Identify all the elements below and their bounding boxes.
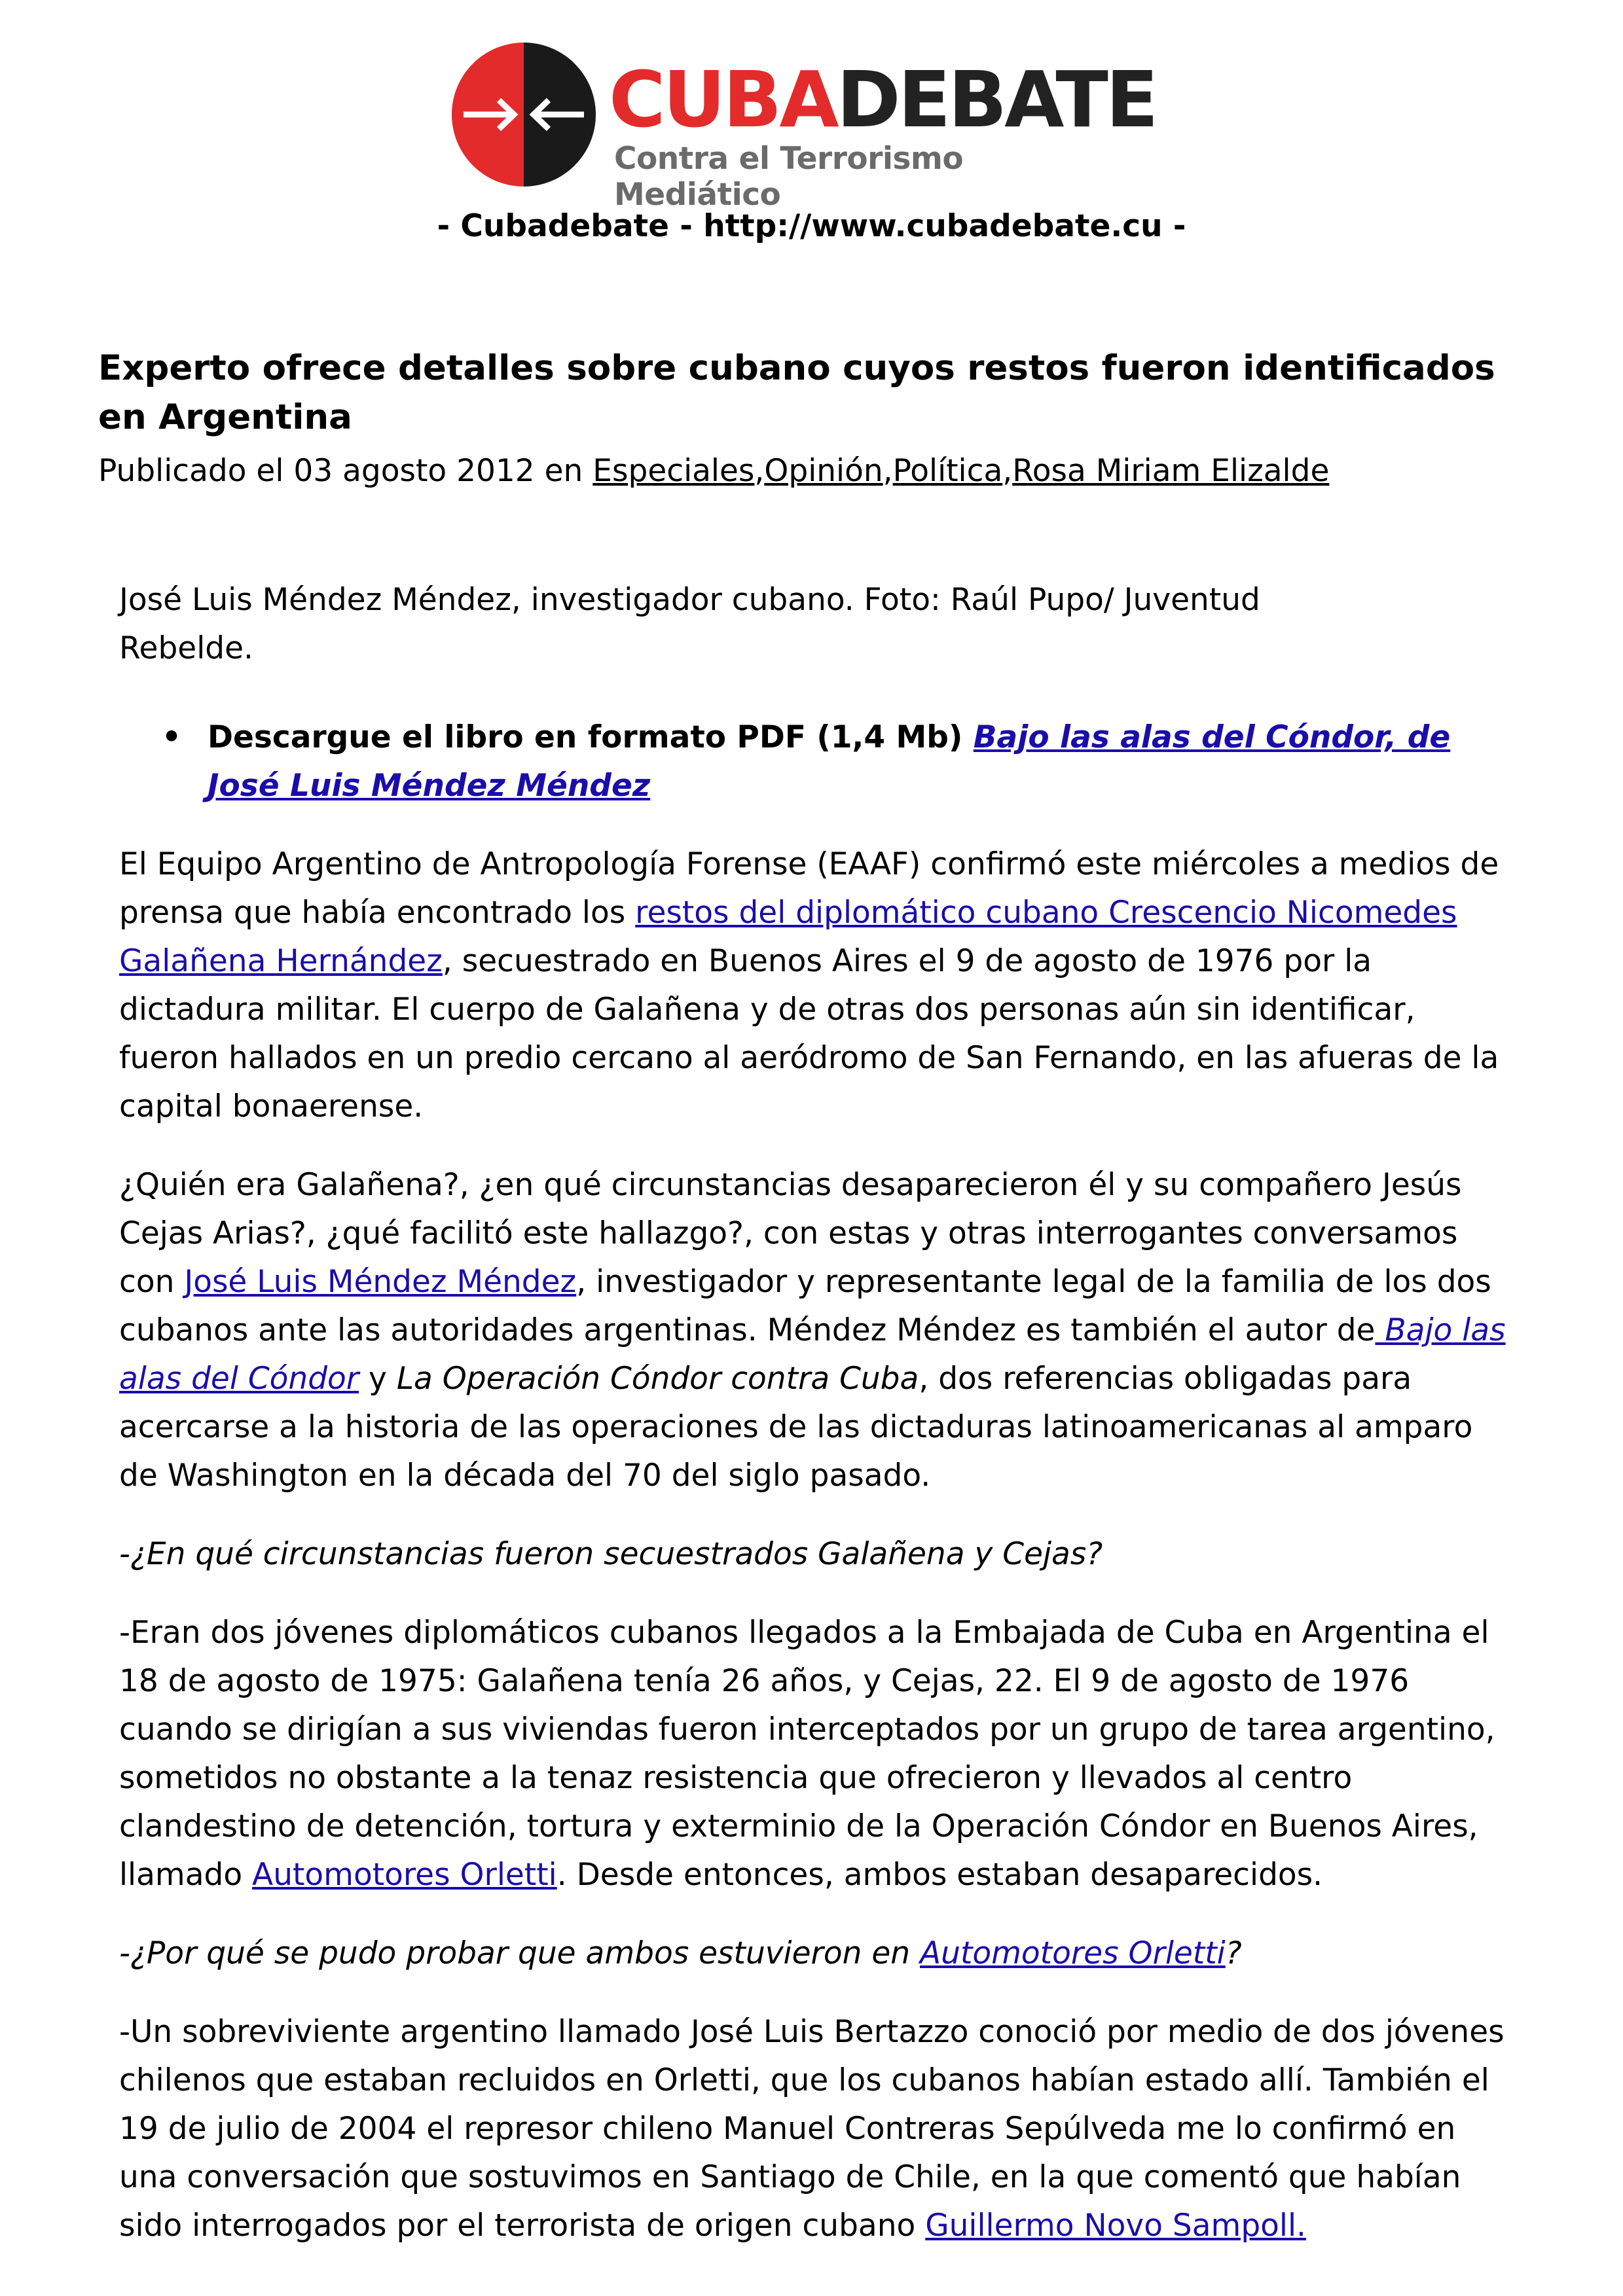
remains-article-link[interactable]: restos del diplomático cubano Crescencio Nicomedes Galañena Hernández [119, 895, 1457, 979]
logo-tagline: Contra el Terrorismo Mediático [614, 141, 964, 213]
book-download-link[interactable]: Bajo las alas del Cóndor, de José Luis Méndez Méndez [208, 719, 1451, 804]
logo-emblem [452, 43, 596, 187]
photo-caption: José Luis Méndez Méndez, investigador cubano. Foto: Raúl Pupo/ Juventud Rebelde. [119, 582, 1260, 666]
novo-sampoll-link[interactable]: Guillermo Novo Sampoll. [925, 2208, 1306, 2244]
category-link-politica[interactable]: Política [892, 453, 1003, 489]
bullet-icon: • [162, 719, 182, 755]
download-list [119, 713, 1520, 810]
orletti-link[interactable]: Automotores Orletti [252, 1857, 557, 1893]
question-1: -¿En qué circunstancias fueron secuestrados Galañena y Cejas? [119, 1536, 1103, 1572]
author-profile-link[interactable]: José Luis Méndez Méndez [184, 1264, 577, 1300]
logo-wordmark: CUBADEBATE [609, 54, 1156, 145]
category-link-especiales[interactable]: Especiales [593, 453, 755, 489]
cubadebate-logo[interactable] [452, 43, 1156, 213]
site-url-line: - Cubadebate - http://www.cubadebate.cu - [437, 208, 1186, 244]
article-title: Experto ofrece detalles sobre cubano cuyos restos fueron identificados en Argentina [98, 348, 1495, 437]
paragraph-2: ¿Quién era Galañena?, ¿en qué circunstancias desaparecieron él y su compañero Jesús Cejas Arias?, ¿qué facilitó este hallazgo?, con estas y otras interrogantes conversamos con José Luis Méndez Méndez, investigador y representante legal de la familia de los dos cubanos ante las autoridades argentinas. Méndez Méndez es también el autor de Bajo las alas del Cóndor y La Operación Cóndor contra Cuba, dos referencias obligadas para acercarse a la historia de las operaciones de las dictaduras latinoamericanas al amparo de Washington en la década del 70 del siglo pasado. [119, 1167, 1506, 1494]
paragraph-1: El Equipo Argentino de Antropología Forense (EAAF) confirmó este miércoles a medios de prensa que había encontrado los restos del diplomático cubano Crescencio Nicomedes Galañena Hernández, secuestrado en Buenos Aires el 9 de agosto de 1976 por la dictadura militar. El cuerpo de Galañena y de otras dos personas aún sin identificar, fueron hallados en un predio cercano al aeródromo de San Fernando, en las afueras de la capital bonaerense. [119, 846, 1499, 1124]
download-item: • Descargue el libro en formato PDF (1,4 Mb) Bajo las alas del Cóndor, de José Luis Méndez Méndez [208, 713, 1520, 810]
author-link[interactable]: Rosa Miriam Elizalde [1012, 453, 1330, 489]
answer-1: -Eran dos jóvenes diplomáticos cubanos llegados a la Embajada de Cuba en Argentina el 18 de agosto de 1975: Galañena tenía 26 años, y Cejas, 22. El 9 de agosto de 1976 cuando se dirigían a sus viviendas fueron interceptados por un grupo de tarea argentino, sometidos no obstante a la tenaz resistencia que ofrecieron y llevados al centro clandestino de detención, tortura y exterminio de la Operación Cóndor en Buenos Aires, llamado Automotores Orletti. Desde entonces, ambos estaban desaparecidos. [119, 1615, 1495, 1893]
arrows-icon [452, 43, 596, 187]
article-body [119, 576, 1520, 2280]
publish-info: Publicado el 03 agosto 2012 en [98, 453, 593, 489]
book-link[interactable]: Bajo las alas del Cóndor [119, 1312, 1506, 1397]
orletti-link-2[interactable]: Automotores Orletti [920, 1935, 1226, 1971]
category-link-opinion[interactable]: Opinión [764, 453, 883, 489]
article-meta: Publicado el 03 agosto 2012 en Especiales,Opinión,Política,Rosa Miriam Elizalde [98, 453, 1330, 489]
question-2: -¿Por qué se pudo probar que ambos estuvieron en Automotores Orletti? [119, 1935, 1242, 1971]
answer-2: -Un sobreviviente argentino llamado José Luis Bertazzo conoció por medio de dos jóvenes chilenos que estaban recluidos en Orletti, que los cubanos habían estado allí. También el 19 de julio de 2004 el represor chileno Manuel Contreras Sepúlveda me lo confirmó en una conversación que sostuvimos en Santiago de Chile, en la que comentó que habían sido interrogados por el terrorista de origen cubano Guillermo Novo Sampoll. [119, 2014, 1504, 2244]
